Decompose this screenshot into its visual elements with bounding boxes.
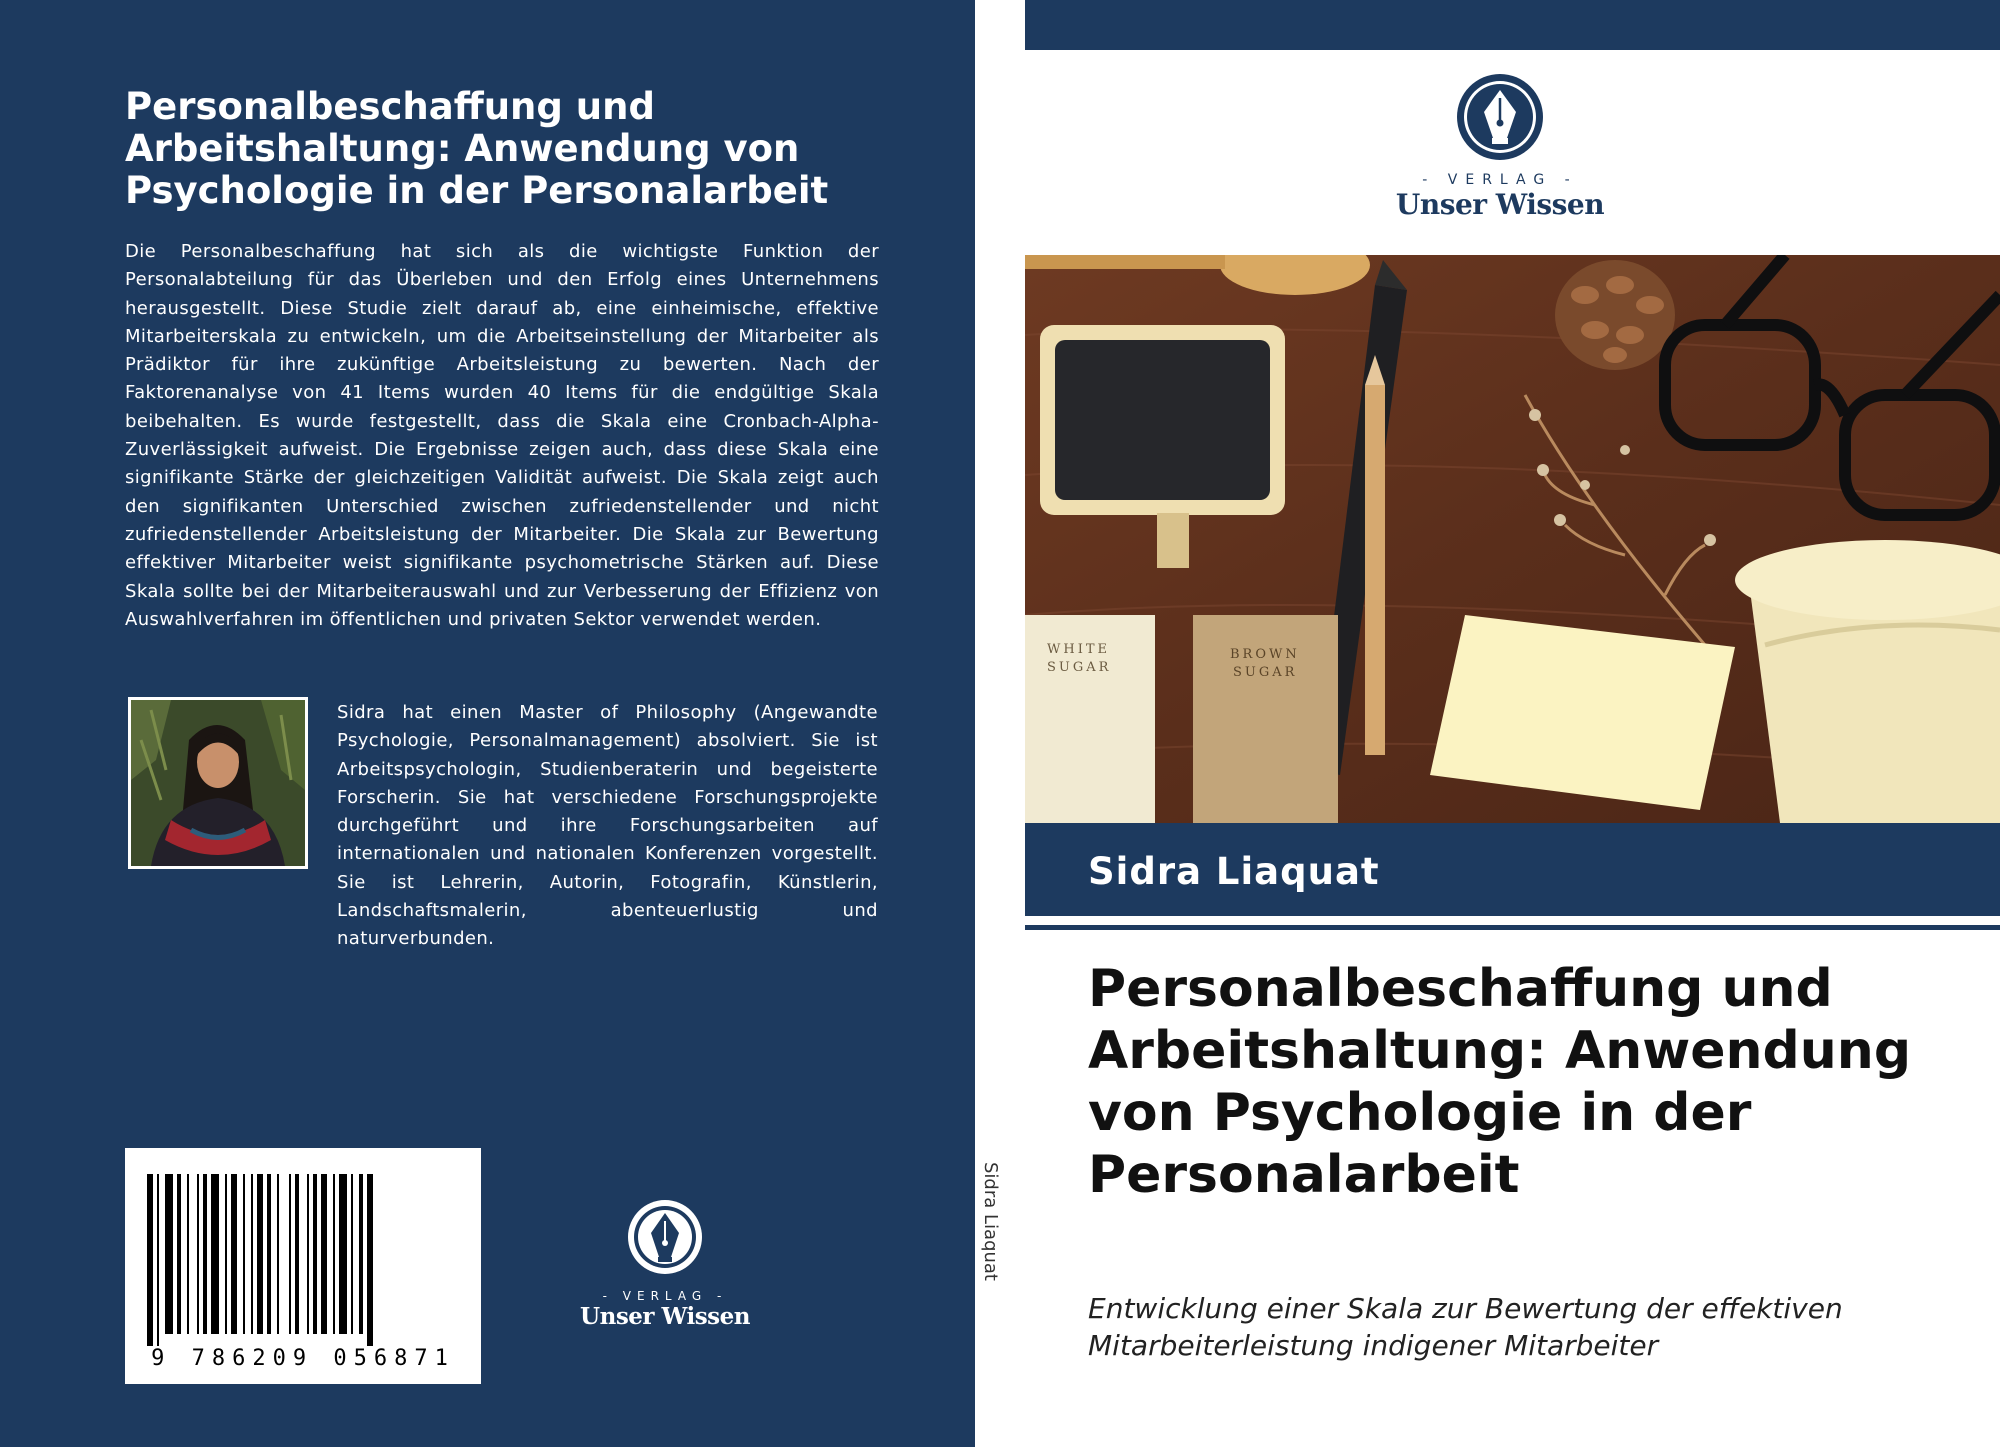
- barcode-bar: [243, 1174, 245, 1334]
- desk-still-life-image: [1025, 255, 2000, 823]
- barcode-bar: [295, 1174, 299, 1334]
- cover-photo: [1025, 255, 2000, 823]
- back-publisher-logo: [580, 1197, 750, 1330]
- barcode-bar: [147, 1174, 153, 1346]
- barcode-bar: [277, 1174, 279, 1334]
- author-bio: Sidra hat einen Master of Philosophy (Angewandte Psychologie, Personalmanagement) absolviert. Sie ist Arbeitspsychologin, Studienberaterin und begeisterte Forscherin. Sie hat verschiedene Forschungsprojekte durchgeführt und ihre Forschungsarbeiten auf internationalen und nationalen Konferenzen vorgestellt. Sie ist Lehrerin, Autorin, Fotografin, Künstlerin, Landschaftsmalerin, abenteuerlustig und naturverbunden.: [337, 702, 878, 950]
- brown-sugar-label: BROWN: [1230, 647, 1300, 662]
- barcode-bar: [177, 1174, 181, 1334]
- barcode-bar: [351, 1174, 353, 1334]
- author-portrait-image: [131, 700, 305, 866]
- fountain-pen-nib-icon: [1455, 72, 1545, 162]
- barcode-bar: [257, 1174, 263, 1334]
- barcode-bar: [187, 1174, 189, 1334]
- barcode-bar: [367, 1174, 373, 1346]
- barcode-bar: [251, 1174, 253, 1334]
- barcode-bar: [197, 1174, 199, 1334]
- back-cover-title: Personalbeschaffung und Arbeitshaltung: Anwendung von Psychologie in der Personalarbeit: [125, 85, 829, 212]
- barcode-bar: [203, 1174, 207, 1334]
- svg-text:SUGAR: SUGAR: [1047, 660, 1112, 675]
- back-publisher-name: Unser Wissen: [580, 1303, 750, 1330]
- barcode-bar: [211, 1174, 219, 1334]
- white-sugar-label: WHITE: [1047, 642, 1110, 657]
- front-cover-title: Personalbeschaffung und Arbeitshaltung: Anwendung von Psychologie in der Personalarbeit: [1088, 959, 1912, 1205]
- fountain-pen-nib-icon: [625, 1197, 705, 1277]
- barcode-bar: [307, 1174, 309, 1334]
- front-author-name: Sidra Liaquat: [1088, 850, 1380, 893]
- barcode-bar: [225, 1174, 227, 1334]
- back-publisher-small-label: - VERLAG -: [602, 1289, 728, 1303]
- front-divider-rule: [1025, 925, 2000, 930]
- barcode-bar: [359, 1174, 363, 1334]
- svg-text:SUGAR: SUGAR: [1233, 665, 1298, 680]
- front-publisher-name: Unser Wissen: [1395, 188, 1605, 221]
- barcode-bar: [289, 1174, 291, 1334]
- front-publisher-small-label: - VERLAG -: [1422, 172, 1578, 188]
- front-author-band: [1025, 823, 2000, 916]
- barcode-bar: [231, 1174, 237, 1334]
- barcode-bar: [333, 1174, 335, 1334]
- barcode-bar: [267, 1174, 271, 1334]
- barcode-digits: 9 786209 056871: [151, 1346, 455, 1371]
- spine-author: Sidra Liaquat: [980, 1162, 1001, 1281]
- author-photo: [128, 697, 308, 869]
- front-cover-subtitle: Entwicklung einer Skala zur Bewertung der effektiven Mitarbeiterleistung indigener Mitarbeiter: [1088, 1292, 1843, 1362]
- barcode-bar: [157, 1174, 159, 1346]
- barcode-bar: [339, 1174, 347, 1334]
- front-top-bar: [1025, 0, 2000, 50]
- front-publisher-logo: [1395, 72, 1605, 221]
- isbn-barcode: [125, 1148, 481, 1384]
- barcode-bar: [165, 1174, 173, 1334]
- barcode-bar: [321, 1174, 327, 1334]
- barcode-bar: [313, 1174, 317, 1334]
- back-cover-blurb: Die Personalbeschaffung hat sich als die wichtigste Funktion der Personalabteilung für das Überleben und den Erfolg eines Unternehmens herausgestellt. Diese Studie zielt darauf ab, eine einheimische, effektive Mitarbeiterskala zu entwickeln, um die Arbeitseinstellung der Mitarbeiter als Prädiktor für ihre zukünftige Arbeitsleistung zu bewerten. Nach der Faktorenanalyse von 41 Items wurden 40 Items für die endgültige Skala beibehalten. Es wurde festgestellt, dass die Skala eine Cronbach-Alpha-Zuverlässigkeit aufweist. Die Ergebnisse zeigen auch, dass diese Skala eine signifikante Stärke der gleichzeitigen Validität aufweist. Die Skala zeigt auch den signifikanten Unterschied zwischen zufriedenstellender und nicht zufriedenstellender Arbeitsleistung der Mitarbeiter. Die Skala zur Bewertung effektiver Mitarbeiter weist signifikante psychometrische Stärken auf. Diese Skala sollte bei der Mitarbeiterauswahl und zur Verbesserung der Effizienz von Auswahlverfahren im öffentlichen und privaten Sektor verwendet werden.: [125, 241, 879, 630]
